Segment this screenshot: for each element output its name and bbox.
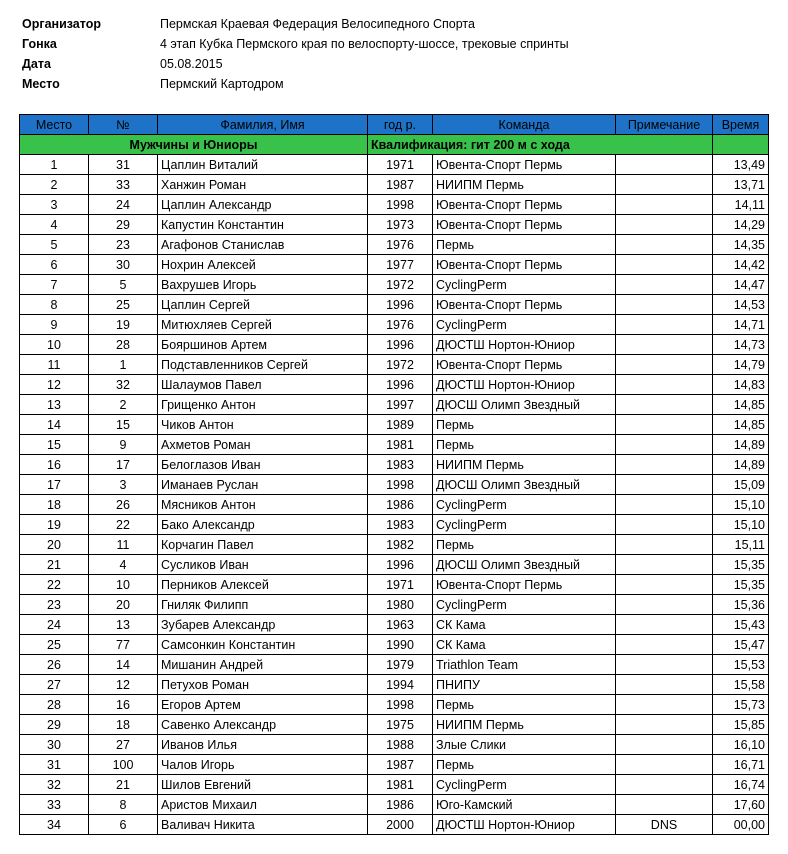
cell-year: 1983	[368, 455, 433, 475]
cell-place: 19	[20, 515, 89, 535]
table-row	[20, 275, 769, 295]
cell-time: 15,10	[713, 515, 769, 535]
cell-note	[616, 775, 713, 795]
cell-time: 14,89	[713, 435, 769, 455]
cell-note	[616, 495, 713, 515]
table-row	[20, 315, 769, 335]
table-row	[20, 575, 769, 595]
cell-year: 1972	[368, 355, 433, 375]
cell-time: 13,71	[713, 175, 769, 195]
cell-number: 29	[89, 215, 158, 235]
cell-time: 14,71	[713, 315, 769, 335]
cell-team: ДЮСШ Олимп Звездный	[433, 395, 616, 415]
cell-year: 2000	[368, 815, 433, 835]
cell-place: 18	[20, 495, 89, 515]
cell-time: 14,79	[713, 355, 769, 375]
cell-time: 14,53	[713, 295, 769, 315]
meta-label: Организатор	[22, 17, 101, 31]
cell-place: 32	[20, 775, 89, 795]
cell-note	[616, 255, 713, 275]
cell-time: 16,10	[713, 735, 769, 755]
cell-time: 15,11	[713, 535, 769, 555]
cell-note	[616, 235, 713, 255]
cell-year: 1998	[368, 195, 433, 215]
cell-number: 1	[89, 355, 158, 375]
cell-name: Чалов Игорь	[158, 755, 368, 775]
cell-year: 1973	[368, 215, 433, 235]
cell-place: 17	[20, 475, 89, 495]
cell-time: 15,85	[713, 715, 769, 735]
table-row	[20, 515, 769, 535]
cell-team: НИИПМ Пермь	[433, 455, 616, 475]
cell-place: 33	[20, 795, 89, 815]
cell-time: 15,09	[713, 475, 769, 495]
cell-number: 26	[89, 495, 158, 515]
cell-note	[616, 295, 713, 315]
cell-time: 15,73	[713, 695, 769, 715]
cell-place: 10	[20, 335, 89, 355]
table-row	[20, 475, 769, 495]
table-row	[20, 255, 769, 275]
cell-time: 15,10	[713, 495, 769, 515]
cell-team: Ювента-Спорт Пермь	[433, 195, 616, 215]
cell-name: Егоров Артем	[158, 695, 368, 715]
cell-note	[616, 415, 713, 435]
cell-time: 13,49	[713, 155, 769, 175]
table-row	[20, 555, 769, 575]
cell-year: 1996	[368, 375, 433, 395]
cell-place: 23	[20, 595, 89, 615]
cell-name: Чиков Антон	[158, 415, 368, 435]
cell-name: Иванов Илья	[158, 735, 368, 755]
cell-year: 1971	[368, 155, 433, 175]
cell-name: Шилов Евгений	[158, 775, 368, 795]
cell-time: 15,43	[713, 615, 769, 635]
cell-name: Нохрин Алексей	[158, 255, 368, 275]
cell-year: 1979	[368, 655, 433, 675]
cell-team: СК Кама	[433, 635, 616, 655]
cell-place: 21	[20, 555, 89, 575]
cell-name: Мясников Антон	[158, 495, 368, 515]
cell-name: Цаплин Александр	[158, 195, 368, 215]
cell-note	[616, 315, 713, 335]
cell-year: 1996	[368, 295, 433, 315]
cell-note	[616, 555, 713, 575]
table-row	[20, 195, 769, 215]
cell-note	[616, 615, 713, 635]
cell-team: Пермь	[433, 415, 616, 435]
cell-number: 12	[89, 675, 158, 695]
cell-year: 1977	[368, 255, 433, 275]
cell-note	[616, 695, 713, 715]
cell-team: ПНИПУ	[433, 675, 616, 695]
column-header-name: Фамилия, Имя	[158, 115, 368, 135]
cell-place: 2	[20, 175, 89, 195]
column-header-time: Время	[713, 115, 769, 135]
cell-name: Цаплин Сергей	[158, 295, 368, 315]
cell-time: 15,47	[713, 635, 769, 655]
cell-number: 77	[89, 635, 158, 655]
cell-name: Бояршинов Артем	[158, 335, 368, 355]
table-row	[20, 635, 769, 655]
table-row	[20, 775, 769, 795]
cell-year: 1980	[368, 595, 433, 615]
cell-name: Савенко Александр	[158, 715, 368, 735]
cell-number: 16	[89, 695, 158, 715]
cell-team: Злые Слики	[433, 735, 616, 755]
cell-number: 30	[89, 255, 158, 275]
table-row	[20, 815, 769, 835]
cell-name: Зубарев Александр	[158, 615, 368, 635]
cell-team: Ювента-Спорт Пермь	[433, 355, 616, 375]
cell-name: Корчагин Павел	[158, 535, 368, 555]
cell-time: 14,29	[713, 215, 769, 235]
cell-time: 14,89	[713, 455, 769, 475]
cell-name: Подставленников Сергей	[158, 355, 368, 375]
cell-team: CyclingPerm	[433, 595, 616, 615]
cell-name: Шалаумов Павел	[158, 375, 368, 395]
table-row	[20, 415, 769, 435]
cell-number: 25	[89, 295, 158, 315]
cell-number: 33	[89, 175, 158, 195]
cell-team: CyclingPerm	[433, 275, 616, 295]
cell-year: 1971	[368, 575, 433, 595]
cell-team: Triathlon Team	[433, 655, 616, 675]
cell-year: 1983	[368, 515, 433, 535]
cell-number: 31	[89, 155, 158, 175]
cell-year: 1982	[368, 535, 433, 555]
cell-year: 1981	[368, 435, 433, 455]
cell-name: Иманаев Руслан	[158, 475, 368, 495]
cell-place: 6	[20, 255, 89, 275]
cell-note	[616, 655, 713, 675]
cell-team: CyclingPerm	[433, 495, 616, 515]
cell-note	[616, 475, 713, 495]
cell-note	[616, 195, 713, 215]
cell-time: 16,74	[713, 775, 769, 795]
column-header-place: Место	[20, 115, 89, 135]
cell-number: 32	[89, 375, 158, 395]
table-row	[20, 675, 769, 695]
meta-label: Место	[22, 77, 60, 91]
cell-year: 1981	[368, 775, 433, 795]
meta-label: Дата	[22, 57, 51, 71]
cell-note	[616, 375, 713, 395]
cell-year: 1997	[368, 395, 433, 415]
cell-place: 1	[20, 155, 89, 175]
cell-number: 3	[89, 475, 158, 495]
cell-team: Ювента-Спорт Пермь	[433, 575, 616, 595]
cell-number: 13	[89, 615, 158, 635]
cell-name: Ахметов Роман	[158, 435, 368, 455]
cell-year: 1990	[368, 635, 433, 655]
cell-team: Пермь	[433, 435, 616, 455]
cell-place: 24	[20, 615, 89, 635]
cell-note	[616, 575, 713, 595]
cell-note	[616, 155, 713, 175]
cell-team: НИИПМ Пермь	[433, 175, 616, 195]
table-row	[20, 335, 769, 355]
cell-team: ДЮСТШ Нортон-Юниор	[433, 375, 616, 395]
cell-name: Мишанин Андрей	[158, 655, 368, 675]
cell-year: 1996	[368, 335, 433, 355]
cell-note	[616, 275, 713, 295]
cell-note	[616, 175, 713, 195]
meta-value: Пермский Картодром	[160, 77, 284, 91]
cell-note	[616, 455, 713, 475]
cell-team: Юго-Камский	[433, 795, 616, 815]
cell-year: 1998	[368, 695, 433, 715]
cell-note	[616, 395, 713, 415]
cell-place: 8	[20, 295, 89, 315]
cell-time: 14,11	[713, 195, 769, 215]
cell-year: 1963	[368, 615, 433, 635]
cell-note	[616, 735, 713, 755]
cell-number: 15	[89, 415, 158, 435]
cell-time: 14,73	[713, 335, 769, 355]
cell-team: ДЮСТШ Нортон-Юниор	[433, 815, 616, 835]
meta-value: Пермская Краевая Федерация Велосипедного Спорта	[160, 17, 475, 31]
cell-note	[616, 755, 713, 775]
cell-note	[616, 635, 713, 655]
cell-place: 9	[20, 315, 89, 335]
table-row	[20, 795, 769, 815]
group-qualification: Квалификация: гит 200 м с хода	[368, 135, 713, 155]
results-table	[19, 114, 769, 835]
cell-place: 26	[20, 655, 89, 675]
cell-place: 12	[20, 375, 89, 395]
cell-year: 1972	[368, 275, 433, 295]
cell-number: 24	[89, 195, 158, 215]
cell-place: 11	[20, 355, 89, 375]
cell-team: Пермь	[433, 535, 616, 555]
cell-time: 14,35	[713, 235, 769, 255]
table-row	[20, 695, 769, 715]
cell-number: 9	[89, 435, 158, 455]
cell-place: 14	[20, 415, 89, 435]
table-row	[20, 495, 769, 515]
cell-note	[616, 355, 713, 375]
cell-time: 17,60	[713, 795, 769, 815]
cell-time: 14,42	[713, 255, 769, 275]
cell-note	[616, 715, 713, 735]
cell-name: Петухов Роман	[158, 675, 368, 695]
cell-place: 31	[20, 755, 89, 775]
cell-place: 28	[20, 695, 89, 715]
cell-time: 14,83	[713, 375, 769, 395]
table-row	[20, 535, 769, 555]
table-row	[20, 615, 769, 635]
cell-number: 23	[89, 235, 158, 255]
cell-year: 1998	[368, 475, 433, 495]
table-row	[20, 395, 769, 415]
cell-number: 20	[89, 595, 158, 615]
cell-team: НИИПМ Пермь	[433, 715, 616, 735]
cell-number: 100	[89, 755, 158, 775]
cell-team: Пермь	[433, 235, 616, 255]
cell-place: 5	[20, 235, 89, 255]
column-header-note: Примечание	[616, 115, 713, 135]
cell-team: Ювента-Спорт Пермь	[433, 295, 616, 315]
cell-team: CyclingPerm	[433, 315, 616, 335]
cell-number: 10	[89, 575, 158, 595]
group-row	[20, 135, 769, 155]
cell-name: Цаплин Виталий	[158, 155, 368, 175]
cell-name: Самсонкин Константин	[158, 635, 368, 655]
cell-year: 1996	[368, 555, 433, 575]
cell-time: 15,35	[713, 575, 769, 595]
cell-number: 21	[89, 775, 158, 795]
cell-team: CyclingPerm	[433, 515, 616, 535]
cell-note: DNS	[616, 815, 713, 835]
table-row	[20, 235, 769, 255]
cell-team: Ювента-Спорт Пермь	[433, 255, 616, 275]
cell-number: 28	[89, 335, 158, 355]
cell-place: 29	[20, 715, 89, 735]
cell-number: 27	[89, 735, 158, 755]
cell-place: 27	[20, 675, 89, 695]
meta-label: Гонка	[22, 37, 57, 51]
cell-time: 00,00	[713, 815, 769, 835]
cell-year: 1987	[368, 175, 433, 195]
column-header-number: №	[89, 115, 158, 135]
table-row	[20, 355, 769, 375]
header-row	[20, 115, 769, 135]
cell-year: 1989	[368, 415, 433, 435]
cell-name: Гниляк Филипп	[158, 595, 368, 615]
cell-time: 14,47	[713, 275, 769, 295]
cell-team: Ювента-Спорт Пермь	[433, 155, 616, 175]
table-row	[20, 715, 769, 735]
table-row	[20, 155, 769, 175]
cell-name: Аристов Михаил	[158, 795, 368, 815]
cell-note	[616, 795, 713, 815]
cell-time: 15,53	[713, 655, 769, 675]
table-row	[20, 375, 769, 395]
cell-place: 22	[20, 575, 89, 595]
cell-team: ДЮСТШ Нортон-Юниор	[433, 335, 616, 355]
cell-time: 14,85	[713, 395, 769, 415]
cell-number: 6	[89, 815, 158, 835]
column-header-team: Команда	[433, 115, 616, 135]
cell-number: 2	[89, 395, 158, 415]
cell-time: 15,36	[713, 595, 769, 615]
cell-number: 11	[89, 535, 158, 555]
table-row	[20, 295, 769, 315]
cell-place: 13	[20, 395, 89, 415]
table-row	[20, 655, 769, 675]
cell-place: 30	[20, 735, 89, 755]
cell-place: 25	[20, 635, 89, 655]
cell-team: Ювента-Спорт Пермь	[433, 215, 616, 235]
cell-team: Пермь	[433, 695, 616, 715]
cell-number: 18	[89, 715, 158, 735]
cell-number: 4	[89, 555, 158, 575]
cell-place: 4	[20, 215, 89, 235]
cell-team: ДЮСШ Олимп Звездный	[433, 475, 616, 495]
cell-name: Капустин Константин	[158, 215, 368, 235]
meta-value: 4 этап Кубка Пермского края по велоспорту-шоссе, трековые спринты	[160, 37, 569, 51]
meta-value: 05.08.2015	[160, 57, 223, 71]
cell-year: 1986	[368, 795, 433, 815]
group-title: Мужчины и Юниоры	[20, 135, 368, 155]
cell-number: 17	[89, 455, 158, 475]
group-empty-cell	[713, 135, 769, 155]
cell-note	[616, 435, 713, 455]
cell-place: 3	[20, 195, 89, 215]
cell-place: 20	[20, 535, 89, 555]
cell-number: 19	[89, 315, 158, 335]
cell-team: ДЮСШ Олимп Звездный	[433, 555, 616, 575]
cell-place: 16	[20, 455, 89, 475]
table-row	[20, 755, 769, 775]
cell-name: Бако Александр	[158, 515, 368, 535]
cell-year: 1976	[368, 315, 433, 335]
cell-number: 5	[89, 275, 158, 295]
cell-year: 1988	[368, 735, 433, 755]
cell-year: 1987	[368, 755, 433, 775]
cell-note	[616, 515, 713, 535]
cell-note	[616, 535, 713, 555]
column-header-year: год р.	[368, 115, 433, 135]
cell-time: 15,58	[713, 675, 769, 695]
cell-name: Валивач Никита	[158, 815, 368, 835]
table-row	[20, 735, 769, 755]
cell-name: Сусликов Иван	[158, 555, 368, 575]
cell-note	[616, 215, 713, 235]
cell-number: 8	[89, 795, 158, 815]
table-row	[20, 175, 769, 195]
cell-name: Перников Алексей	[158, 575, 368, 595]
cell-name: Вахрушев Игорь	[158, 275, 368, 295]
cell-team: CyclingPerm	[433, 775, 616, 795]
cell-name: Грищенко Антон	[158, 395, 368, 415]
cell-note	[616, 335, 713, 355]
cell-place: 7	[20, 275, 89, 295]
table-row	[20, 595, 769, 615]
cell-time: 16,71	[713, 755, 769, 775]
cell-name: Агафонов Станислав	[158, 235, 368, 255]
cell-place: 34	[20, 815, 89, 835]
cell-name: Ханжин Роман	[158, 175, 368, 195]
cell-note	[616, 595, 713, 615]
cell-year: 1975	[368, 715, 433, 735]
cell-year: 1986	[368, 495, 433, 515]
cell-number: 22	[89, 515, 158, 535]
cell-time: 14,85	[713, 415, 769, 435]
table-row	[20, 455, 769, 475]
cell-name: Митюхляев Сергей	[158, 315, 368, 335]
table-row	[20, 215, 769, 235]
cell-year: 1976	[368, 235, 433, 255]
cell-team: Пермь	[433, 755, 616, 775]
cell-year: 1994	[368, 675, 433, 695]
cell-name: Белоглазов Иван	[158, 455, 368, 475]
cell-note	[616, 675, 713, 695]
cell-number: 14	[89, 655, 158, 675]
cell-team: СК Кама	[433, 615, 616, 635]
cell-time: 15,35	[713, 555, 769, 575]
table-row	[20, 435, 769, 455]
cell-place: 15	[20, 435, 89, 455]
